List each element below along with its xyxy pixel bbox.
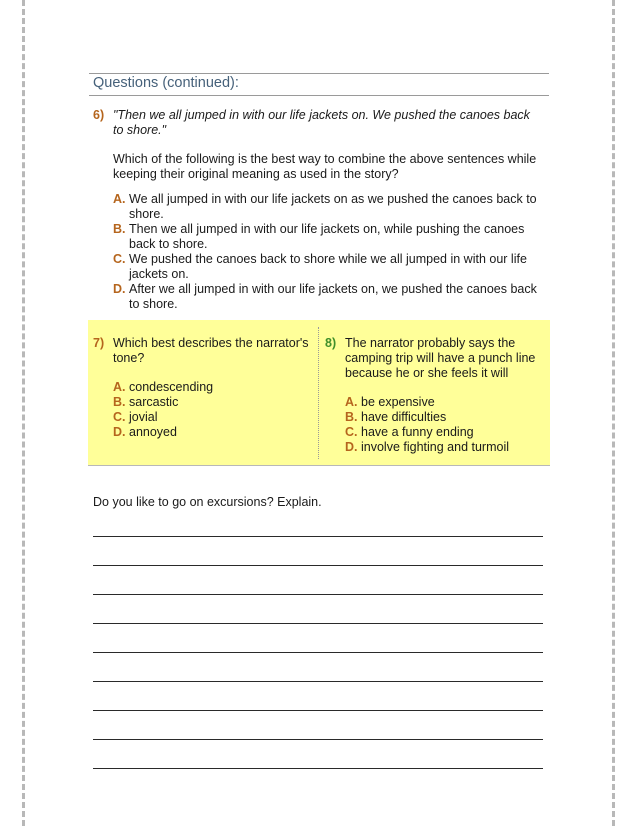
option-letter: A. <box>113 380 126 394</box>
answer-option-a[interactable] <box>113 192 543 222</box>
page-border-left <box>22 0 25 826</box>
answer-option-a[interactable] <box>345 395 540 410</box>
question-8 <box>325 336 540 455</box>
question-quote: "Then we all jumped in with our life jackets on. We pushed the canoes back to shore." <box>113 108 530 137</box>
answer-line[interactable] <box>93 594 543 595</box>
answer-option-b[interactable] <box>345 410 540 425</box>
answer-line[interactable] <box>93 652 543 653</box>
answer-line[interactable] <box>93 710 543 711</box>
option-letter: D. <box>345 440 358 454</box>
question-7 <box>93 336 315 440</box>
answer-line[interactable] <box>93 565 543 566</box>
question-number: 6) <box>93 108 105 122</box>
answer-option-b[interactable] <box>113 222 543 252</box>
option-letter: B. <box>113 222 126 236</box>
option-text: jovial <box>129 410 158 424</box>
option-text: be expensive <box>361 395 435 409</box>
option-letter: C. <box>113 410 126 424</box>
answer-line[interactable] <box>93 536 543 537</box>
option-letter: D. <box>113 425 126 439</box>
answer-line[interactable] <box>93 681 543 682</box>
question-prompt: Which best describes the narrator's tone? <box>113 336 309 365</box>
answer-line[interactable] <box>93 768 543 769</box>
option-text: condescending <box>129 380 214 394</box>
option-letter: B. <box>113 395 126 409</box>
option-text: We pushed the canoes back to shore while we all jumped in with our life jackets on. <box>129 252 527 281</box>
answer-option-a[interactable] <box>113 380 315 395</box>
answer-option-d[interactable] <box>113 425 315 440</box>
question-number: 8) <box>325 336 337 350</box>
question-number: 7) <box>93 336 105 350</box>
section-divider-bottom <box>89 95 549 96</box>
option-text: have a funny ending <box>361 425 474 439</box>
option-text: We all jumped in with our life jackets on as we pushed the canoes back to shore. <box>129 192 537 221</box>
question-prompt: The narrator probably says the camping trip will have a punch line because he or she feels it will <box>345 336 536 380</box>
question-8-header <box>325 336 540 381</box>
option-text: annoyed <box>129 425 177 439</box>
answer-option-c[interactable] <box>113 252 543 282</box>
question-prompt: Which of the following is the best way to combine the above sentences while keeping their original meaning as used in the story? <box>113 152 537 181</box>
question-7-header <box>93 336 315 366</box>
column-separator <box>318 327 319 459</box>
open-question-prompt: Do you like to go on excursions? Explain. <box>93 495 322 509</box>
section-divider-top <box>89 73 549 74</box>
answer-option-d[interactable] <box>113 282 543 312</box>
answer-option-d[interactable] <box>345 440 540 455</box>
option-letter: A. <box>113 192 126 206</box>
answer-options <box>93 380 315 440</box>
option-letter: B. <box>345 410 358 424</box>
option-letter: C. <box>113 252 126 266</box>
page-border-right <box>612 0 615 826</box>
answer-option-b[interactable] <box>113 395 315 410</box>
option-text: have difficulties <box>361 410 447 424</box>
option-text: After we all jumped in with our life jackets on, we pushed the canoes back to shore. <box>129 282 537 311</box>
answer-option-c[interactable] <box>113 410 315 425</box>
question-6 <box>93 108 543 312</box>
option-letter: A. <box>345 395 358 409</box>
question-6-quote-block <box>93 108 543 138</box>
answer-option-c[interactable] <box>345 425 540 440</box>
option-text: involve fighting and turmoil <box>361 440 509 454</box>
option-letter: D. <box>113 282 126 296</box>
option-text: Then we all jumped in with our life jackets on, while pushing the canoes back to shore. <box>129 222 525 251</box>
option-text: sarcastic <box>129 395 179 409</box>
option-letter: C. <box>345 425 358 439</box>
section-title: Questions (continued): <box>93 75 239 91</box>
answer-options <box>325 395 540 455</box>
answer-options <box>93 192 543 312</box>
answer-line[interactable] <box>93 739 543 740</box>
answer-line[interactable] <box>93 623 543 624</box>
